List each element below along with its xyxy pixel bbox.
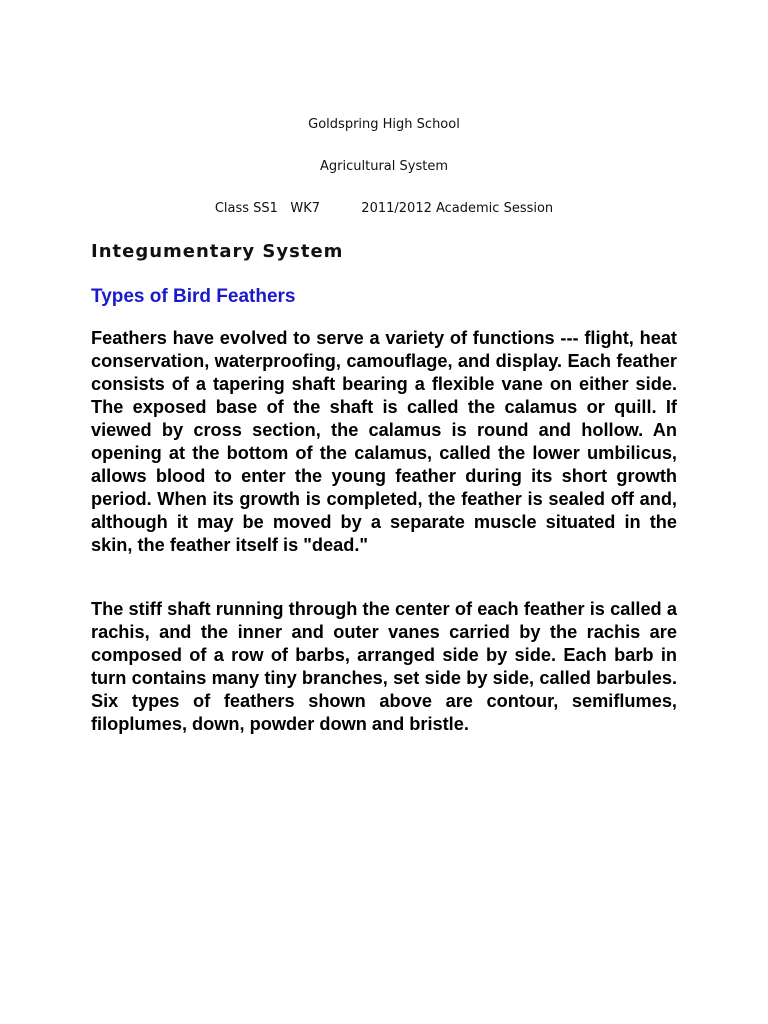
subject-name: Agricultural System (320, 159, 448, 174)
body-paragraph: Feathers have evolved to serve a variety of functions --- flight, heat conservation, waterproofing, camouflage, and display. Each feather consists of a tapering shaft bearing a flexible vane on either side. The exposed base of the shaft is called the calamus or quill. If viewed by cross section, the calamus is round and hollow. An opening at the bottom of the calamus, called the lower umbilicus, allows blood to enter the young feather during its short growth period. When its growth is completed, the feather is sealed off and, although it may be moved by a separate muscle situated in the skin, the feather itself is "dead." (91, 328, 677, 555)
body-paragraph: The stiff shaft running through the center of each feather is called a rachis, and the inner and outer vanes carried by the rachis are composed of a row of barbs, arranged side by side. Each barb in turn contains many tiny branches, set side by side, called barbules. Six types of feathers shown above are contour, semiflumes, filoplumes, down, powder down and bristle. (91, 599, 677, 734)
document-title: Integumentary System (91, 241, 344, 262)
section-heading: Types of Bird Feathers (91, 286, 296, 307)
school-name: Goldspring High School (308, 117, 460, 132)
class-session-line: Class SS1 WK7 2011/2012 Academic Session (214, 201, 554, 216)
